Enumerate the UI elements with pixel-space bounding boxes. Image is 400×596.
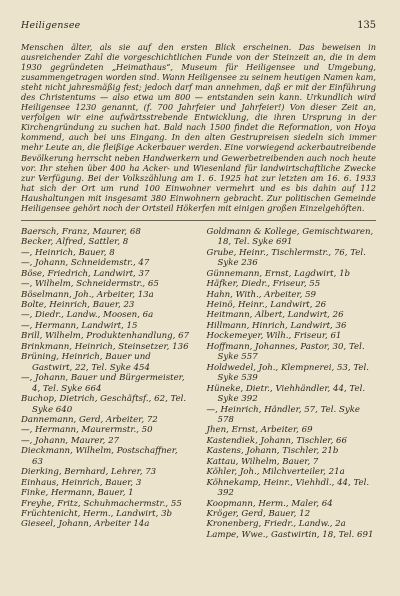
directory-entry: Heinö, Heinr., Landwirt, 26 — [206, 299, 327, 310]
resident-directory — [21, 227, 376, 541]
directory-entry: Lampe, Wwe., Gastwirtin, 18, Tel. 691 — [206, 529, 374, 540]
directory-entry: Brüning, Heinrich, Bauer und Gastwirt, 22, Tel. Syke 454 — [21, 352, 151, 373]
directory-entry: Hüneke, Dietr., Viehhändler, 44, Tel. Syke 392 — [206, 383, 366, 405]
directory-entry: —, Johann, Maurer, 27 — [21, 435, 120, 446]
directory-entry: —, Hermann, Landwirt, 15 — [21, 320, 138, 331]
directory-entry: Hockemeyer, Wilh., Friseur, 61 — [206, 331, 342, 342]
running-title: Heiligensee — [21, 20, 81, 31]
directory-entry: Günnemann, Ernst, Lagdwirt, 1b — [206, 268, 351, 279]
directory-entry: Brinkmann, Heinrich, Steinsetzer, 136 — [21, 341, 189, 352]
directory-entry: Kastendiek, Johann, Tischler, 66 — [206, 435, 347, 446]
directory-entry: Freyhe, Fritz, Schuhmachermstr., 55 — [21, 498, 182, 509]
directory-entry: Kröger, Gerd, Bauer, 12 — [206, 509, 311, 520]
directory-entry: Böse, Friedrich, Landwirt, 37 — [21, 268, 150, 279]
directory-entry: —, Johann, Bauer und Bürgermeister, 4, Tel. Syke 664 — [21, 373, 185, 394]
directory-entry: —, Johann, Schneidemstr., 47 — [21, 258, 150, 269]
intro-text — [21, 42, 376, 213]
directory-entry: Einhaus, Heinrich, Bauer, 3 — [21, 477, 142, 488]
directory-column-left — [21, 227, 191, 541]
directory-entry: Böselmann, Joh., Arbeiter, 13a — [21, 289, 154, 300]
directory-entry: Dierking, Bernhard, Lehrer, 73 — [21, 467, 157, 478]
directory-column-right — [199, 227, 377, 541]
directory-entry: —, Diedr., Landw., Moosen, 6a — [21, 310, 154, 321]
directory-entry: Baersch, Franz, Maurer, 68 — [21, 226, 141, 237]
directory-entry: Goldmann & Kollege, Gemischtwaren, 18, Tel. Syke 691 — [206, 226, 374, 248]
directory-entry: Hahn, With., Arbeiter, 59 — [206, 289, 317, 300]
directory-entry: Buchop, Dietrich, Geschäftsf., 62, Tel. Syke 640 — [21, 394, 187, 415]
directory-entry: Bolte, Heinrich, Bauer, 23 — [21, 299, 135, 310]
directory-entry: Hillmann, Hinrich, Landwirt, 36 — [206, 320, 347, 331]
directory-entry: Dannemann, Gerd, Arbeiter, 72 — [21, 414, 158, 425]
directory-entry: Köhler, Joh., Milchverteiler, 21a — [206, 467, 345, 478]
page-header — [21, 20, 376, 40]
directory-entry: Jhen, Ernst, Arbeiter, 69 — [206, 425, 313, 436]
directory-entry: Kronenberg, Friedr., Landw., 2a — [206, 519, 346, 530]
directory-entry: Dieckmann, Wilhelm, Postschaffner, 63 — [21, 446, 178, 467]
directory-entry: —, Heinrich, Händler, 57, Tel. Syke 578 — [206, 404, 360, 425]
directory-entry: Kastens, Johann, Tischler, 21b — [206, 446, 339, 457]
directory-entry: Kattau, Wilhelm, Bauer, 7 — [206, 456, 319, 467]
directory-entry: Hoffmann, Johannes, Pastor, 30, Tel. Syke 557 — [206, 341, 365, 363]
directory-entry: —, Heinrich, Bauer, 8 — [21, 247, 115, 258]
directory-entry: Heitmann, Albert, Landwirt, 26 — [206, 310, 344, 321]
directory-entry: Häfker, Diedr., Friseur, 55 — [206, 279, 321, 290]
page-number: 135 — [357, 20, 376, 31]
section-divider — [21, 220, 376, 221]
directory-entry: Koopmann, Herm., Maler, 64 — [206, 498, 333, 509]
directory-entry: —, Hermann, Maurermstr., 50 — [21, 425, 153, 436]
directory-entry: Köhnekamp, Heinr., Viehhdl., 44, Tel. 392 — [206, 477, 370, 499]
directory-entry: Becker, Alfred, Sattler, 8 — [21, 237, 129, 248]
directory-entry: —, Wilhelm, Schneidermstr., 65 — [21, 279, 159, 290]
directory-entry: Finke, Hermann, Bauer, 1 — [21, 488, 134, 499]
directory-entry: Brill, Wilhelm, Produktenhandlung, 67 — [21, 331, 190, 342]
directory-entry: Holdwedel, Joh., Klempnerei, 53, Tel. Syke 539 — [206, 362, 369, 384]
intro-paragraph: Menschen älter, als sie auf den ersten Blick erscheinen. Das beweisen in ausreichender Zahl die vorgeschichtlichen Funde von der Steinzeit an, die in dem 1930 gegründeten „Heimathaus“, Museum für Heiligensee und Umgebung, zusammengetragen worden sind. Wann Heiligensee zu seinem heutigen Namen kam, steht nicht jahresmäßig fest; jedoch darf man annehmen, daß er mit der Einführung des Christentums — also etwa um 800 — entstanden sein kann. Urkundlich wird Heiligensee 1230 genannt, (f. 700 Jahrfeier und Jahrfeier!) Von dieser Zeit an, verfolgen wir eine aufwärtsstrebende Entwicklung, die ihren Ursprung in der Kirchengründung zu suchen hat. Bald nach 1500 findet die Reformation, von Hoya kommend, auch bei uns Eingang. In den alten Gestrupreisen siedeln sich immer mehr Leute an, die fleißige Ackerbauer werden. Eine vorwiegend ackerbautreibende Bevölkerung herrscht neben Handwerkern und Gewerbetreibenden auch noch heute vor. Ihr stehen über 400 ha Acker- und Wiesenland für landwirtschaftliche Zwecke zur Verfügung. Bei der Volkszählung am 1. 6. 1925 hat zur letzten am 16. 6. 1933 hat sich der Ort um rund 100 Einwohner vermehrt und es bis dahin auf 112 Haushaltungen mit insgesamt 380 Einwohnern gebracht. Zur politischen Gemeinde Heiligensee gehört noch der Ortsteil Hökerfen mit einigen großen Einzelgehöften. — [21, 42, 376, 213]
directory-entry: Früchtenicht, Herm., Landwirt, 3b — [21, 509, 173, 520]
directory-entry: Gieseel, Johann, Arbeiter 14a — [21, 519, 150, 530]
directory-entry: Grube, Heinr., Tischlermstr., 76, Tel. Syke 236 — [206, 247, 366, 269]
